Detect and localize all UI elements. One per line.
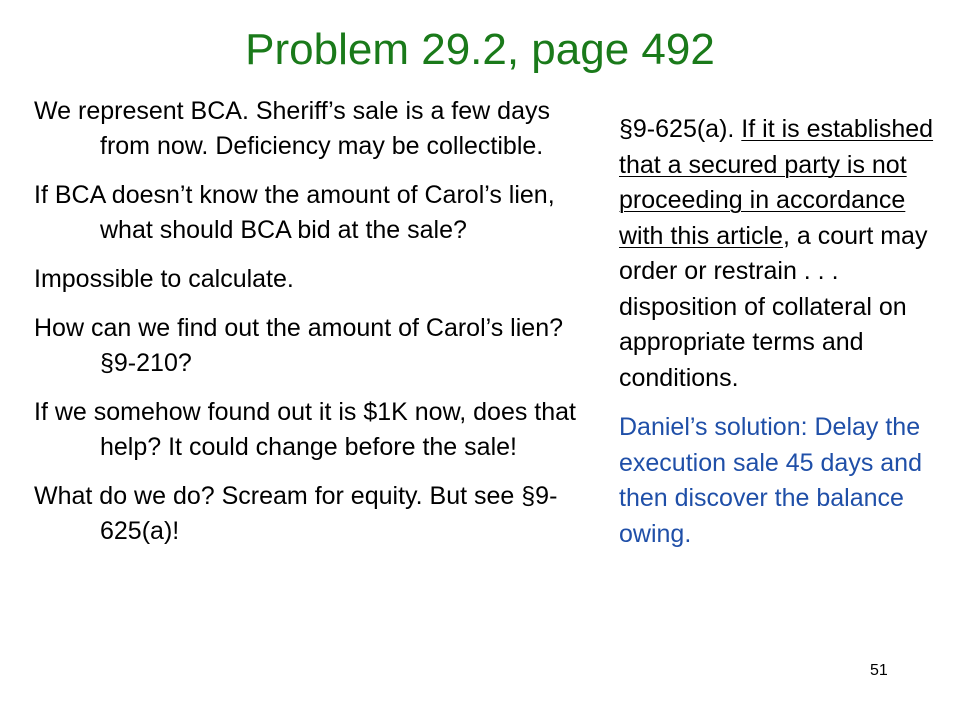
statute-underlined-text: If it is established that a secured party is not proceeding in accordance with this article [619,115,934,250]
statute-rest: , a court may order or restrain . . . disposition of collateral on appropriate terms and conditions. [619,221,928,392]
paragraph-bid-question: If BCA doesn’t know the amount of Carol’s lien, what should BCA bid at the sale? [34,181,555,244]
left-text-column [34,94,579,563]
slide-title: Problem 29.2, page 492 [245,25,715,74]
daniels-solution: Daniel’s solution: Delay the execution sale 45 days and then discover the balance owing. [619,413,922,548]
paragraph-what-do-we-do: What do we do? Scream for equity. But see §9-625(a)! [34,482,558,545]
paragraph-find-amount: How can we find out the amount of Carol’s lien? §9-210? [34,314,564,377]
paragraph-represent-bca: We represent BCA. Sheriff’s sale is a few days from now. Deficiency may be collectible. [34,97,550,160]
statute-cite: §9-625(a). [619,115,742,143]
paragraph-found-1k: If we somehow found out it is $1K now, does that help? It could change before the sale! [34,398,576,461]
statute-quote [619,112,949,396]
page-number: 51 [870,662,888,679]
right-text-column [619,112,949,566]
paragraph-impossible: Impossible to calculate. [34,265,294,293]
